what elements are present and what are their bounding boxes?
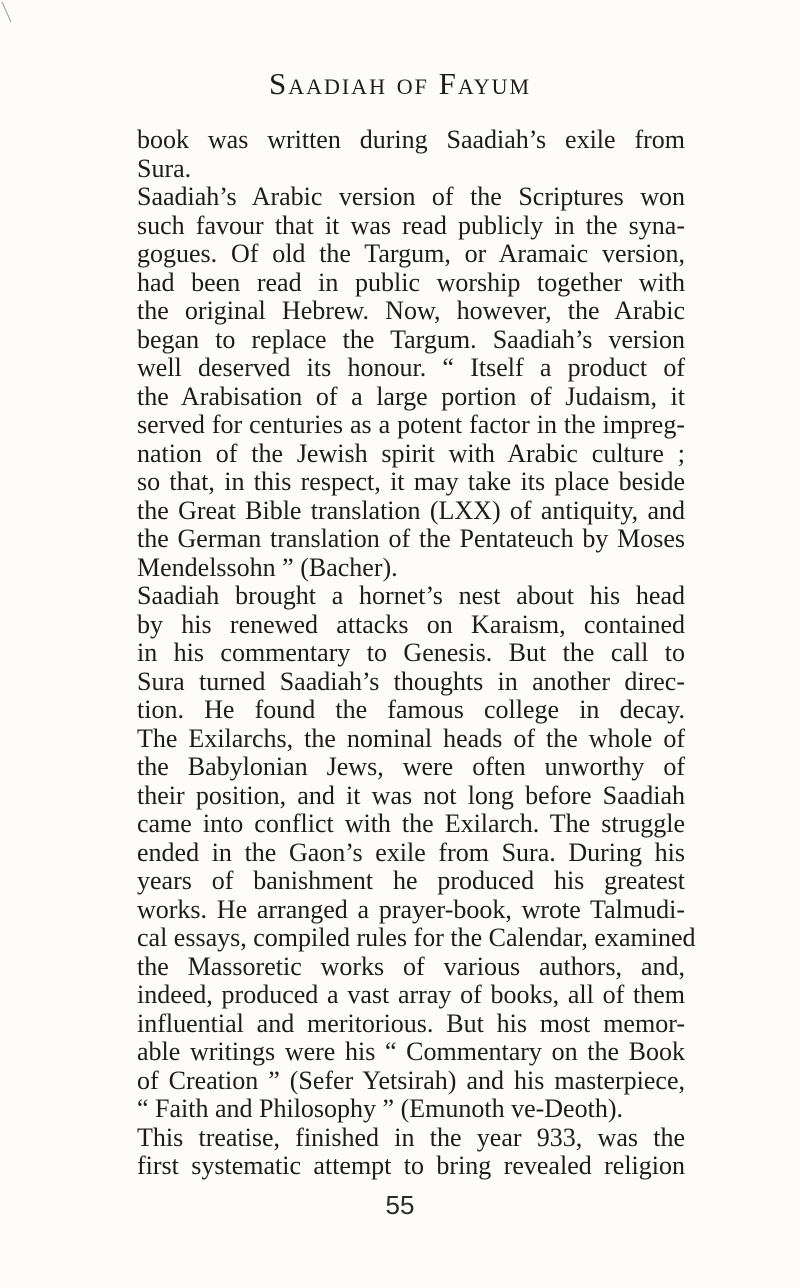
text-line: first systematic attempt to bring revealed religion — [137, 1151, 685, 1180]
text-line: gogues. Of old the Targum, or Aramaic version, — [137, 239, 685, 268]
text-line: the Arabisation of a large portion of Judaism, it — [137, 381, 685, 411]
text-line: Mendelssohn ” (Bacher). — [137, 552, 398, 582]
text-line: came into conflict with the Exilarch. The struggle — [137, 809, 685, 838]
text-line: cal essays, compiled rules for the Calendar, examined — [137, 923, 696, 952]
text-line: ended in the Gaon’s exile from Sura. During his — [137, 837, 685, 867]
text-line: the Great Bible translation (LXX) of antiquity, and — [137, 495, 685, 525]
text-line: influential and meritorious. But his most memor- — [137, 1008, 685, 1038]
text-line: works. He arranged a prayer-book, wrote Talmudi- — [137, 894, 685, 924]
text-line: tion. He found the famous college in decay. — [137, 695, 685, 724]
text-line: well deserved its honour. “ Itself a product of — [137, 353, 685, 382]
text-line: had been read in public worship together with — [137, 267, 685, 297]
text-line: such favour that it was read publicly in the syna- — [137, 210, 685, 240]
text-line: This treatise, finished in the year 933, was the — [137, 1122, 685, 1152]
text-line: began to replace the Targum. Saadiah’s version — [137, 324, 685, 354]
text-line: the German translation of the Pentateuch by Moses — [137, 524, 685, 553]
text-line: “ Faith and Philosophy ” (Emunoth ve-Deoth). — [137, 1094, 623, 1123]
text-line: served for centuries as a potent factor in the impreg- — [137, 410, 685, 439]
running-header: Saadiah of Fayum — [268, 66, 532, 101]
text-line: the Massoretic works of various authors, and, — [137, 951, 685, 981]
text-line: Saadiah brought a hornet’s nest about his head — [137, 581, 685, 610]
text-line: able writings were his “ Commentary on the Book — [137, 1037, 685, 1066]
scan-corner-mark — [0, 0, 14, 26]
text-line: in his commentary to Genesis. But the call to — [137, 638, 685, 667]
text-line: by his renewed attacks on Karaism, contained — [137, 609, 685, 639]
body-text — [137, 125, 696, 1181]
text-line: their position, and it was not long before Saadiah — [137, 780, 685, 810]
text-line: of Creation ” (Sefer Yetsirah) and his masterpiece, — [137, 1065, 685, 1095]
text-line: Sura turned Saadiah’s thoughts in another direc- — [137, 666, 685, 696]
text-line: book was written during Saadiah’s exile from — [137, 125, 685, 154]
text-line: years of banishment he produced his greatest — [137, 866, 685, 895]
text-line: indeed, produced a vast array of books, all of them — [137, 980, 685, 1009]
text-line: the original Hebrew. Now, however, the Arabic — [137, 296, 685, 325]
text-line: nation of the Jewish spirit with Arabic culture ; — [137, 438, 685, 468]
text-line: The Exilarchs, the nominal heads of the whole of — [137, 723, 685, 753]
text-line: Saadiah’s Arabic version of the Scriptures won — [137, 182, 685, 211]
text-line: the Babylonian Jews, were often unworthy of — [137, 752, 685, 781]
page-number: 55 — [385, 1190, 415, 1220]
text-line: Sura. — [137, 153, 192, 183]
text-line: so that, in this respect, it may take its place beside — [137, 467, 685, 496]
